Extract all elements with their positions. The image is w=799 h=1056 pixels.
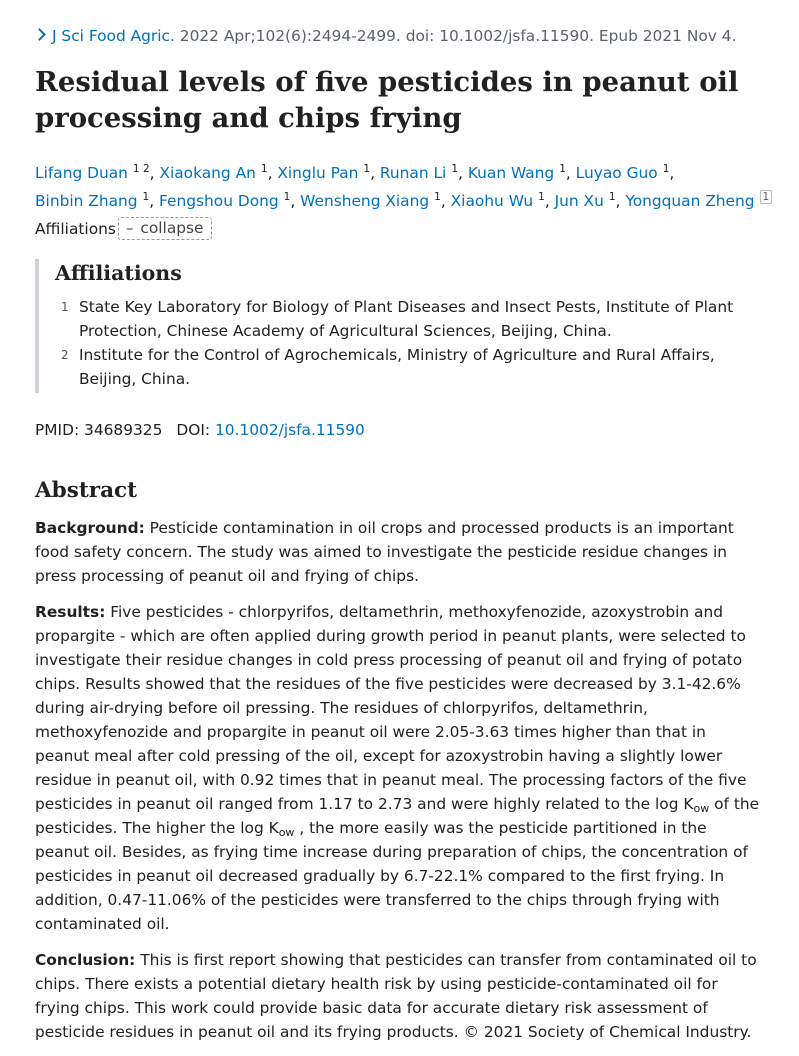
pmid-value: 34689325 bbox=[84, 421, 163, 439]
background-label: Background: bbox=[35, 519, 145, 537]
chevron-right-icon[interactable] bbox=[33, 28, 46, 41]
abstract-background bbox=[35, 516, 760, 588]
author-link[interactable]: Yongquan Zheng bbox=[625, 192, 755, 210]
author-link[interactable]: Xiaokang An bbox=[159, 164, 256, 182]
author-affiliation-ref[interactable]: 1 bbox=[662, 163, 670, 175]
author-link[interactable]: Xinglu Pan bbox=[277, 164, 359, 182]
author-affiliation-box[interactable]: 1 bbox=[760, 190, 773, 204]
affiliations-list bbox=[55, 295, 755, 391]
abstract-heading: Abstract bbox=[35, 478, 138, 503]
author-affiliation-ref[interactable]: 1 bbox=[434, 191, 441, 203]
abstract-results bbox=[35, 600, 760, 936]
author-affiliation-ref[interactable]: 1 2 bbox=[132, 163, 150, 175]
author-link[interactable]: Kuan Wang bbox=[467, 164, 555, 182]
collapse-affiliations-button[interactable] bbox=[118, 217, 212, 240]
affiliation-text: State Key Laboratory for Biology of Plant Diseases and Insect Pests, Institute of Plant Protection, Chinese Academy of Agricultural Sciences, Beijing, China. bbox=[79, 298, 734, 340]
affiliation-item bbox=[55, 343, 755, 391]
author-link[interactable]: Runan Li bbox=[379, 164, 447, 182]
author-affiliation-ref[interactable]: 1 bbox=[608, 191, 616, 203]
author-link[interactable]: Fengshou Dong bbox=[159, 192, 279, 210]
pmid-label: PMID: bbox=[35, 421, 80, 439]
results-text-1: Five pesticides - chlorpyrifos, deltamethrin, methoxyfenozide, azoxystrobin and propargite - which are often applied during growth period in peanut plants, were selected to investigate their residue changes in cold press processing of peanut oil and frying of potato chips. Results showed that the residues of the five pesticides were decreased by 3.1-42.6% during air-drying before oil pressing. The residues of chlorpyrifos, deltamethrin, methoxyfenozide and propargite in peanut oil were 2.05-3.63 times higher than that in peanut meal after cold pressing of the oil, except for azoxystrobin having a slightly lower residue in peanut oil, with 0.92 times that in peanut meal. The processing factors of the five pesticides in peanut oil ranged from 1.17 to 2.73 and were highly related to the log K bbox=[35, 603, 747, 813]
author-affiliation-ref[interactable]: 1 bbox=[451, 163, 459, 175]
background-text: Pesticide contamination in oil crops and processed products is an important food safety concern. The study was aimed to investigate the pesticide residue changes in press processing of peanut oil and frying of chips. bbox=[35, 519, 734, 585]
author-link[interactable]: Jun Xu bbox=[554, 192, 604, 210]
affiliation-number: 2 bbox=[61, 348, 69, 362]
conclusion-label: Conclusion: bbox=[35, 951, 136, 969]
minus-icon: – bbox=[125, 219, 134, 237]
affiliation-text: Institute for the Control of Agrochemicals, Ministry of Agriculture and Rural Affairs, Beijing, China. bbox=[79, 346, 715, 388]
kow-subscript: ow bbox=[693, 802, 710, 815]
author-link[interactable]: Wensheng Xiang bbox=[300, 192, 430, 210]
author-link[interactable]: Binbin Zhang bbox=[35, 192, 138, 210]
citation-line bbox=[35, 27, 736, 45]
abstract-body bbox=[35, 516, 760, 1056]
doi-label: DOI: bbox=[176, 421, 211, 439]
conclusion-text: This is first report showing that pesticides can transfer from contaminated oil to chips. There exists a potential dietary health risk by using pesticide-contaminated oil for frying chips. This work could provide basic data for accurate dietary risk assessment of pesticide residues in peanut oil and its frying products. © 2021 Society of Chemical Industry. bbox=[35, 951, 757, 1041]
author-affiliation-ref[interactable]: 1 bbox=[142, 191, 150, 203]
abstract-conclusion bbox=[35, 948, 760, 1044]
results-text-2: of the pesticides. The higher the log K bbox=[35, 795, 760, 837]
author-list: Lifang Duan $^{1 2}$, Xiaokang An $^1$, Xinglu Pan $^1$, Runan Li $^1$, Kuan Wang $^1$, Luyao Guo $^1$, Binbin Zhang $^1$, Fengshou Dong $^1$, Wensheng Xiang $^1$, Xiaohu Wu $^1$, Jun Xu $^1$, Yongquan Zheng $^1$ bbox=[35, 157, 775, 213]
affiliation-item bbox=[55, 295, 755, 343]
affiliations-toggle-label: Affiliations bbox=[35, 219, 116, 238]
affiliations-toggle-row bbox=[35, 217, 212, 240]
doi-link[interactable]: 10.1002/jsfa.11590 bbox=[215, 421, 365, 439]
collapse-label: collapse bbox=[140, 219, 204, 237]
journal-link[interactable]: J Sci Food Agric. bbox=[52, 27, 175, 45]
kow-subscript: ow bbox=[278, 826, 295, 839]
affiliations-heading: Affiliations bbox=[55, 261, 182, 285]
affiliation-number: 1 bbox=[61, 300, 69, 314]
author-affiliation-ref[interactable] bbox=[760, 191, 773, 203]
results-label: Results: bbox=[35, 603, 106, 621]
author-link[interactable]: Xiaohu Wu bbox=[450, 192, 534, 210]
author-affiliation-ref[interactable]: 1 bbox=[559, 163, 566, 175]
author-affiliation-ref[interactable]: 1 bbox=[260, 163, 268, 175]
citation-details: 2022 Apr;102(6):2494-2499. doi: 10.1002/jsfa.11590. Epub 2021 Nov 4. bbox=[179, 27, 737, 45]
article-title: Residual levels of five pesticides in peanut oil processing and chips frying bbox=[35, 66, 739, 134]
results-text-3: , the more easily was the pesticide partitioned in the peanut oil. Besides, as frying time increase during preparation of chips, the concentration of pesticides in peanut oil decreased gradually by 6.7-22.1% compared to the first frying. In addition, 0.47-11.06% of the pesticides were transferred to the chips through frying with contaminated oil. bbox=[35, 819, 748, 933]
affiliations-panel bbox=[35, 259, 755, 393]
identifiers bbox=[35, 421, 365, 439]
author-link[interactable]: Lifang Duan bbox=[35, 164, 128, 182]
author-link[interactable]: Luyao Guo bbox=[575, 164, 658, 182]
author-affiliation-ref[interactable]: 1 bbox=[538, 191, 545, 203]
author-affiliation-ref[interactable]: 1 bbox=[283, 191, 291, 203]
author-affiliation-ref[interactable]: 1 bbox=[363, 163, 371, 175]
